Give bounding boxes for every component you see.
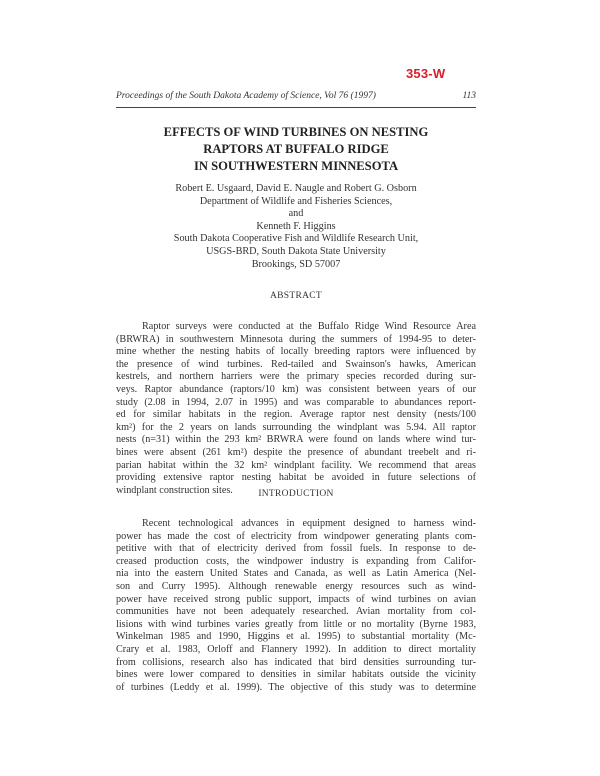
abstract-line: study (2.08 in 1994, 2.07 in 1995) and was comparable to abundances report-	[116, 396, 476, 408]
intro-line: bines were lower compared to densities in similar habitats outside the vicinity	[116, 669, 476, 681]
journal-citation: Proceedings of the South Dakota Academy of Science, Vol 76 (1997)	[116, 91, 376, 101]
author-name-second: Kenneth F. Higgins	[256, 220, 336, 232]
title-line: EFFECTS OF WIND TURBINES ON NESTING	[163, 125, 429, 139]
affiliation-address: Brookings, SD 57007	[251, 258, 341, 270]
paper-title	[116, 124, 476, 175]
abstract-line: bines were absent (261 km²) despite the presence of abundant treebelt and ri-	[116, 446, 476, 458]
intro-line: from collisions, research also has indicated that bird densities surrounding tur-	[116, 656, 476, 668]
intro-line: communities have not been adequately researched. Avian mortality from col-	[116, 606, 476, 618]
intro-line: of turbines (Leddy et al. 1999). The objective of this study was to determine	[116, 681, 476, 693]
abstract-line: nests (n=31) within the 293 km² BRWRA were found on lands where wind tur-	[116, 434, 476, 446]
intro-line: power have received strong public support, impacts of wind turbines on avian	[116, 593, 476, 605]
abstract-line: mine whether the nesting habits of locally breeding raptors were influenced by	[116, 346, 476, 358]
affiliation-conjunction: and	[288, 208, 304, 220]
abstract-line: km²) for the 2 years on lands surrounding the windplant was 5.94. All raptor	[116, 421, 476, 433]
abstract-line: parian habitat within the 32 km² windplant facility. We recommend that areas	[116, 459, 476, 471]
introduction-heading: INTRODUCTION	[258, 489, 334, 499]
abstract-line: ed for similar habitats in the region. Average raptor nest density (nests/100	[116, 409, 476, 421]
author-names: Robert E. Usgaard, David E. Naugle and Robert G. Osborn	[175, 183, 417, 194]
abstract-heading: ABSTRACT	[269, 291, 323, 301]
abstract-line: kestrels, and northern harriers were the primary species recorded during sur-	[116, 371, 476, 383]
abstract-line: veys. Raptor abundance (raptors/10 km) was consistent between years of our	[116, 383, 476, 395]
running-header	[116, 91, 476, 107]
affiliation-university: USGS-BRD, South Dakota State University	[206, 245, 386, 257]
affiliation-department: Department of Wildlife and Fisheries Sciences,	[199, 195, 393, 207]
intro-line: son and Curry 1995). Although renewable energy resources such as wind-	[116, 580, 476, 592]
archive-stamp: 353-W	[406, 66, 446, 81]
affiliation-unit: South Dakota Cooperative Fish and Wildlife Research Unit,	[173, 233, 419, 245]
intro-line: Recent technological advances in equipment designed to harness wind-	[142, 518, 476, 529]
intro-line: Winkelman 1985 and 1990, Higgins et al. 1995) to substantial mortality (Mc-	[116, 631, 476, 643]
author-affiliations	[116, 183, 476, 271]
abstract-line: Raptor surveys were conducted at the Buffalo Ridge Wind Resource Area	[142, 321, 476, 332]
intro-line: Crary et al. 1983, Orloff and Flannery 1992). In addition to direct mortality	[116, 643, 476, 655]
intro-line: petitive with that of electricity derived from fossil fuels. In response to de-	[116, 543, 476, 555]
header-rule	[116, 107, 476, 108]
intro-line: power has made the cost of electricity from windpower generating plants com-	[116, 530, 476, 542]
intro-line: lisions with wind turbines varies greatly from little or no mortality (Byrne 1983,	[116, 618, 476, 630]
intro-line: nia into the eastern United States and Canada, as well as Latin America (Nel-	[116, 568, 476, 580]
title-line: IN SOUTHWESTERN MINNESOTA	[193, 159, 399, 173]
abstract-line: (BRWRA) in southwestern Minnesota during the summers of 1994-95 to deter-	[116, 333, 476, 345]
abstract-line: windplant construction sites.	[116, 484, 233, 496]
title-line: RAPTORS AT BUFFALO RIDGE	[203, 142, 389, 156]
page-number: 113	[462, 91, 476, 101]
intro-line: creased production costs, the windpower industry is expanding from Califor-	[116, 555, 476, 567]
abstract-body	[116, 321, 476, 497]
introduction-body	[116, 518, 476, 694]
abstract-line: the presence of wind turbines. Red-tailed and Swainson's hawks, American	[116, 358, 476, 370]
abstract-line: providing extensive raptor nesting habitat be avoided in future selections of	[116, 472, 476, 484]
